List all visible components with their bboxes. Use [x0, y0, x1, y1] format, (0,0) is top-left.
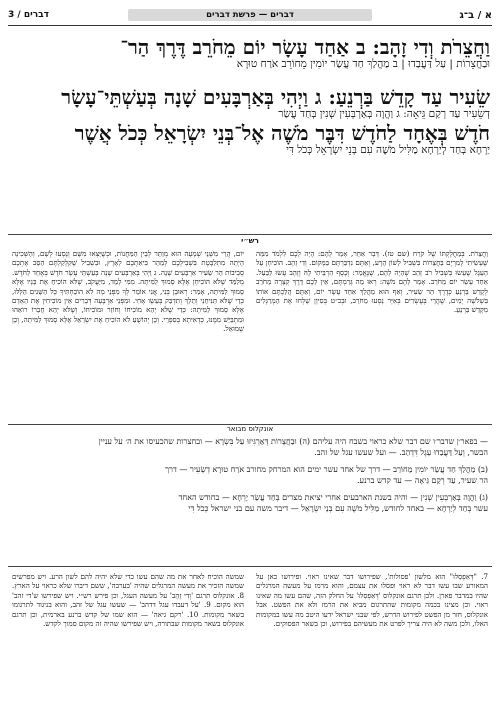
notes-divider [8, 566, 492, 567]
running-header [8, 7, 492, 23]
verse-line-3: חֹדֶשׁ בְּאֶחָד לַחֹדֶשׁ דִּבֶּר מֹשֶׁה אֶל־בְּנֵי יִשְׂרָאֵל כְּכֹל אֲשֶׁר [74, 121, 490, 145]
onkelos-line: (ב) מַהֲלַךְ חַד עֲשַׂר יוֹמִין מֵחוֹרֵב — דרך של אחד עשר ימים הוא המרחק מחורב אֹרַח טוּרָא דְשֵׂעִיר — דרך [165, 465, 488, 474]
onkelos-label: אונקלוס מבואר [226, 425, 274, 433]
rashi-column-left: יוֹם, הֲרֵי מִשְּׁנֵי שְׁמָעָה הוּא מְוַתֵּר לְבֵין הַמַּחֲנוֹת, וּכְשֶׁיָּצְאוּ מִשָּׁם וְנָסְעוּ לְשָׁם, וְהַשְּׁכִינָה הָיְתָה מִתְלַבֶּטֶת בִּשְׁבִילְכֶם לְמַהֵר בִּיאַתְכֶם לָאָרֶץ, וּבִשְׁבִיל שֶׁקִּלְקַלְתֶּם הֵסֵב אֶתְכֶם סְבִיבוֹת הַר שֵׂעִיר אַרְבָּעִים שָׁנָה. ג וַיְהִי בְּאַרְבָּעִים שָׁנָה בְּעַשְׁתֵּי עָשָׂר חֹדֶשׁ בְּאֶחָד לַחֹדֶשׁ. מְלַמֵּד שֶׁלֹּא הוֹכִיחָן אֶלָּא סָמוּךְ לַמִּיתָה. מִמִּי לָמַד, מִיַּעֲקֹב, שֶׁלֹּא הוֹכִיחַ אֶת בָּנָיו אֶלָּא סָמוּךְ לַמִּיתָה, אָמַר: רְאוּבֵן בְּנִי, אֲנִי אוֹמֵר לְךָ מִפְּנֵי מָה לֹא הוֹכַחְתִּיךָ כָּל הַשָּׁנִים הַלָּלוּ, כְּדֵי שֶׁלֹּא תַּנִּיחֵנִי וְתֵלֵךְ וְתִדְבַּק בְּעֵשָׂו אָחִי. וּמִפְּנֵי אַרְבָּעָה דְּבָרִים אֵין מוֹכִיחִין אֶת הָאָדָם אֶלָּא סָמוּךְ לַמִּיתָה: כְּדֵי שֶׁלֹּא יְהֵא מוֹכִיחוֹ וְחוֹזֵר וּמוֹכִיחוֹ, וְשֶׁלֹּא יְהֵא חֲבֵרוֹ רוֹאֵהוּ וּמִתְבַּיֵּשׁ מִמֶּנּוּ, כְּדְאִיתָא בְּסִפְרֵי. וְכֵן יְהוֹשֻׁעַ לֹא הוֹכִיחַ אֶת יִשְׂרָאֵל אֶלָּא סָמוּךְ לַמִּיתָה, וְכֵן שְׁמוּאֵל. [12, 249, 244, 334]
notes-column-left: שמשה הוכיח לאחר את מה שהם עשו כדי שלא יהיה להם לשון הרע. ויש מפרשים שמשה הזכיר את מעשה המרגלים שהיה 'בערבה', ששם דיברו שלא כראוי על הארץ. 8. אונקלוס תרגם 'וְדִי זָהָב' על מעשה העגל, וכן פירש רש״י. ויש שפירשו ש'די זהב' הוא מקום. 9. 'על דעבדו עגל דדהב' — שעשו עגל של זהב, והוא בניגוד לתרגומו בשאר מקומות. 10. 'רקם גיאה' — הוא שמו של קדש ברנע בארמית, וכן תרגם אונקלוס בשאר מקומות שבתורה, ויש שפירשו שהיה זה מקום סמוך לקדש. [12, 572, 244, 629]
onkelos-line: הבשר, וְעַל דַּעֲבַדוּ עֵגֶל דִּדְהַב. — ועל שעשו עגל של זהב. [314, 448, 488, 457]
onkelos-line: הר שעיר, עַד רְקַם גֵּיאָה — עד קדש ברנע. [357, 476, 488, 485]
header-page-number: דברים / 3 [8, 10, 49, 20]
onkelos-line: — בפאר׳ן שדבר׳ו שם דבר שלא כראוי בשבח היה עליהם (ה) וּבַחֲצֵרוֹת דְּאַרְגִּיזוּ עַל בִּשְׂרָא — ובחצרות שהכעיסו את ה׳ על עניין [98, 437, 488, 446]
targum-line-3: יַרְחָא בְּחַד לְיַרְחָא מַלִּיל מֹשֶׁה עִם בְּנֵי יִשְׂרָאֵל כְּכֹל דִּי [286, 144, 490, 156]
header-rule [8, 25, 492, 26]
rashi-divider [8, 234, 492, 235]
verse-line-2: שֵׂעִיר עַד קָדֵשׁ בַּרְנֵעַ: ג וַיְהִי בְּאַרְבָּעִים שָׁנָה בְּעַשְׁתֵּי־עָשָׂר [61, 85, 490, 109]
header-chapter-verse: א / ב־ג [459, 9, 492, 21]
notes-column-right: 7. "דְּאַפְסִלוּ" הוא מלשון 'פסולות', שפירושו דבר שאינו ראוי. ופירושו כאן על המאורע שבו עשו דבר לא ראוי ופסלו את עצמם, והוא מרמז על מעשה המרגלים שהיו במדבר פארן. ולכן תרגם אונקלוס 'דְּאַפְסִלוּ' על החלק הזה, שהם עשו מה שאינו ראוי. וכן מצינו בכמה מקומות שהתרגום מביא את הרמז ולא את הפשט. אבל אונקלוס, חזר מן הפשט לפירוש הדרש, לפי שבני ישראל ידעו היטב מה עשו במקומות האלו, ולכן משה לא היה צריך לפרט את מעשיהם בפירוש, וכן בשאר הפסוקים. [256, 572, 488, 629]
onkelos-line: (ג) וַהֲוָה בְּאַרְבְּעִין שְׁנִין — והיה בשנת הארבעים אחרי יציאת מצרים בְּחַד עֲשַׂר יַרְחָא — בחודש האחד [178, 493, 488, 502]
verse-line-1: וַחֲצֵרֹת וְדִי זָהָב: ב אַחַד עָשָׂר יוֹם מֵחֹרֵב דֶּרֶךְ הַר־ [120, 35, 490, 59]
targum-line-1: וּבַחֲצֵרוֹת | עַל דַּעֲבַדוּ | ב מַהֲלַךְ חַד עֲשַׂר יוֹמִין מֵחוֹרֵב אֹרַח טוּרָא [236, 58, 490, 70]
header-book-parasha: דברים — פרשת דברים [206, 10, 294, 20]
targum-line-2: דְשֵׂעִיר עַד רְקַם גֵּיאָה: ג וַהֲוָה בְּאַרְבְּעִין שְׁנִין בְּחַד עֲשַׂר [278, 108, 490, 120]
rashi-label: רש״י [241, 236, 259, 245]
onkelos-line: עשר בְּחַד לְיַרְחָא — באחד לחודש, מַלִּיל מֹשֶׁה עִם בְּנֵי יִשְׂרָאֵל — דיבר משה עם בני ישראל כְּכֹל דִּי [188, 504, 488, 513]
verse-block [10, 36, 490, 156]
rashi-column-right: וַחֲצֵרֹת. בְּמַחֲלָקְתּוֹ שֶׁל קֹרַח (שם טז). דָּבָר אַחֵר, אָמַר לָהֶם: הָיָה לָכֶם לִלְמֹד מִמַּה שֶּׁעָשִׂיתִי לְמִרְיָם בַּחֲצֵרוֹת בִּשְׁבִיל לָשׁוֹן הָרָע, וְאַתֶּם נִדְבַּרְתֶּם בַּמָּקוֹם. וְדִי זָהָב. הוֹכִיחָן עַל הָעֵגֶל שֶׁעָשׂוּ בִּשְׁבִיל רֹב זָהָב שֶׁהָיָה לָהֶם, שֶׁנֶּאֱמַר: וְכֶסֶף הִרְבֵּיתִי לָהּ וְזָהָב עָשׂוּ לַבַּעַל. אַחַד עָשָׂר יוֹם מֵחֹרֵב. אָמַר לָהֶם מֹשֶׁה: רְאוּ מַה גְּרַמְתֶּם, אֵין לָכֶם דֶּרֶךְ קְצָרָה מֵחֹרֵב לְקָדֵשׁ בַּרְנֵעַ כְּדֶרֶךְ הַר שֵׂעִיר, וְאַף הוּא מַהֲלַךְ אַחַד עָשָׂר יוֹם, וְאַתֶּם הֲלַכְתֶּם אוֹתוֹ בִּשְׁלֹשָׁה יָמִים, שֶׁהֲרֵי בְּעֶשְׂרִים בְּאִיָּר נָסְעוּ מֵחֹרֵב, וּבְכ״ט בְּסִיוָן שָׁלְחוּ אֶת הַמְרַגְּלִים מִקָּדֵשׁ בַּרְנֵעַ. [256, 249, 488, 315]
onkelos-block [12, 436, 488, 566]
header-band [128, 9, 372, 21]
